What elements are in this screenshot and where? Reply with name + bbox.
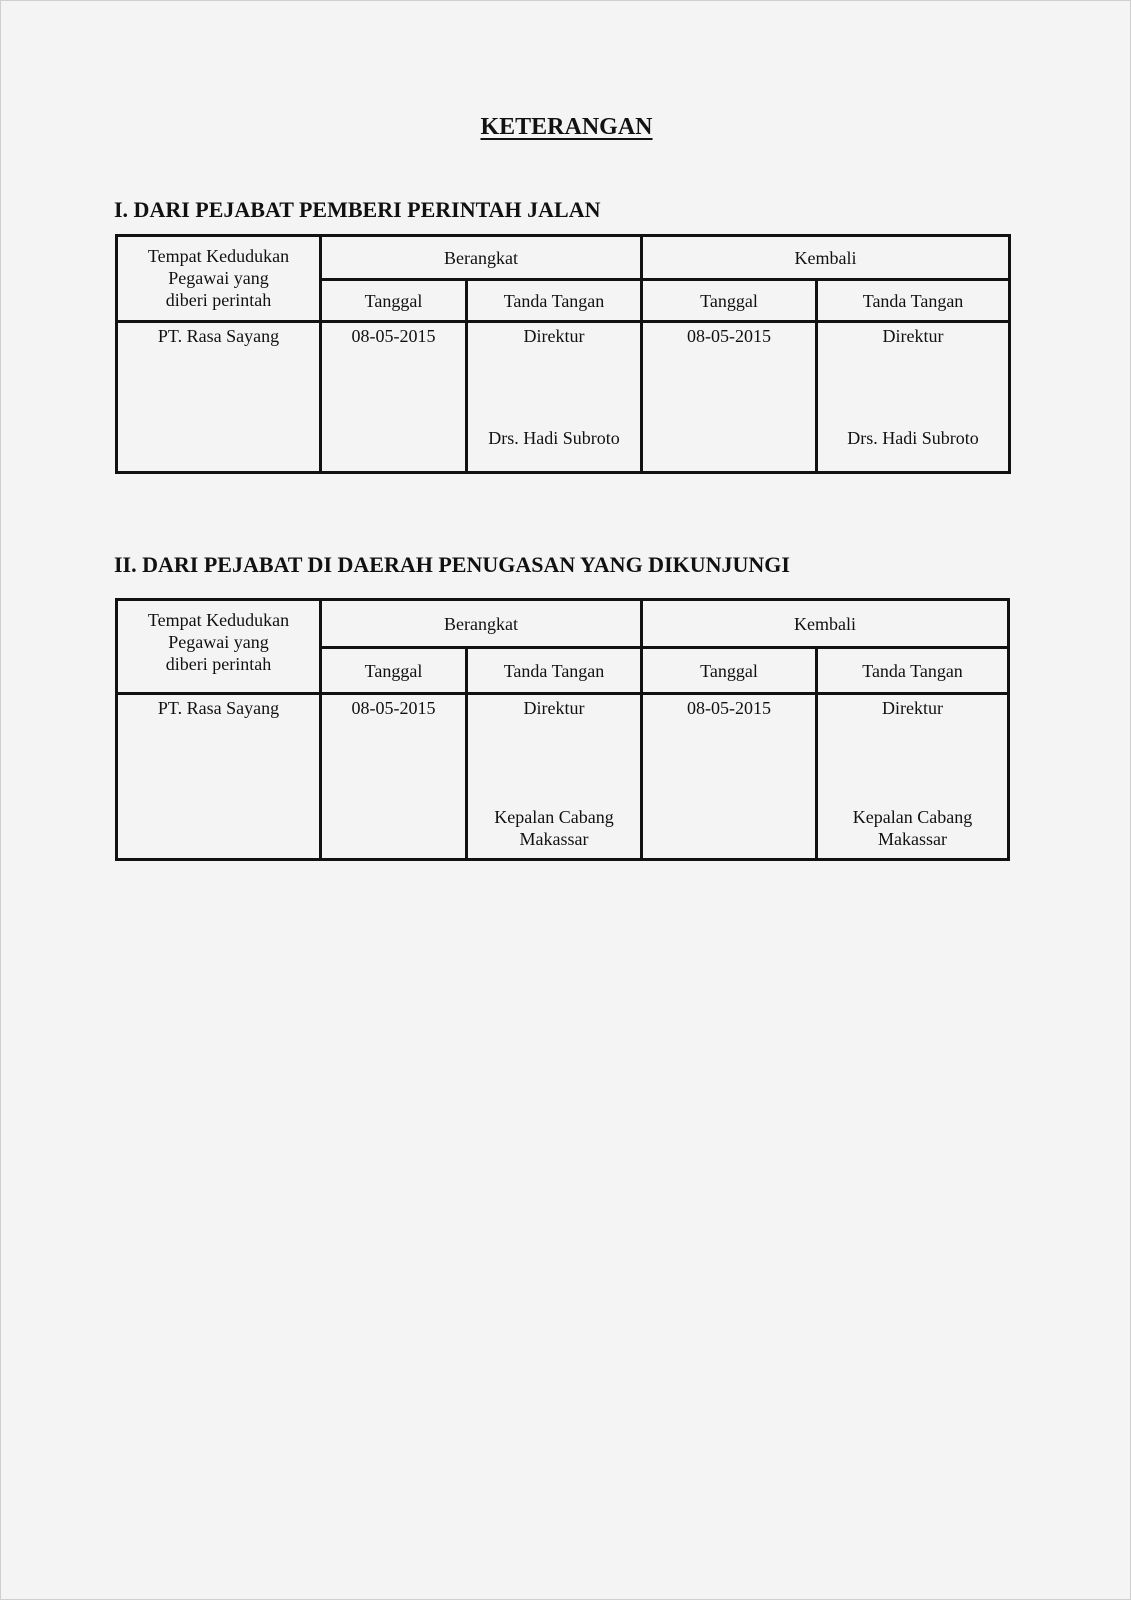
header-berangkat-tanda-tangan: Tanda Tangan [467, 648, 642, 694]
signer-title: Direktur [523, 326, 585, 346]
cell-berangkat-tanda-tangan [467, 694, 642, 860]
header-berangkat: Berangkat [321, 236, 642, 280]
header-kembali-tanggal: Tanggal [642, 648, 817, 694]
cell-berangkat-tanggal: 08-05-2015 [321, 322, 467, 473]
header-tempat-kedudukan: Tempat Kedudukan Pegawai yang diberi perintah [117, 600, 321, 694]
page-title: KETERANGAN [480, 114, 653, 140]
signer-name: Kepalan Cabang Makassar [494, 807, 614, 849]
header-berangkat-tanggal: Tanggal [321, 280, 467, 322]
header-berangkat-tanggal: Tanggal [321, 648, 467, 694]
signer-title: Direktur [882, 326, 944, 346]
header-kembali-tanda-tangan: Tanda Tangan [817, 648, 1009, 694]
table-header-row [117, 600, 1009, 648]
header-kembali: Kembali [642, 236, 1010, 280]
section-heading-2: II. DARI PEJABAT DI DAERAH PENUGASAN YANG DIKUNJUNGI [114, 552, 790, 577]
cell-kembali-tanda-tangan [817, 322, 1010, 473]
table-row [117, 322, 1010, 473]
cell-berangkat-tanda-tangan [467, 322, 642, 473]
cell-kembali-tanda-tangan [817, 694, 1009, 860]
section-heading-1: I. DARI PEJABAT PEMBERI PERINTAH JALAN [114, 197, 601, 222]
header-kembali: Kembali [642, 600, 1009, 648]
signer-name: Drs. Hadi Subroto [847, 428, 979, 448]
table-daerah-penugasan [115, 598, 1010, 861]
signer-title: Direktur [523, 698, 585, 718]
cell-tempat: PT. Rasa Sayang [117, 694, 321, 860]
cell-tempat: PT. Rasa Sayang [117, 322, 321, 473]
cell-kembali-tanggal: 08-05-2015 [642, 694, 817, 860]
cell-berangkat-tanggal: 08-05-2015 [321, 694, 467, 860]
header-kembali-tanda-tangan: Tanda Tangan [817, 280, 1010, 322]
header-berangkat-tanda-tangan: Tanda Tangan [467, 280, 642, 322]
header-kembali-tanggal: Tanggal [642, 280, 817, 322]
table-header-row [117, 236, 1010, 280]
header-berangkat: Berangkat [321, 600, 642, 648]
signer-name: Drs. Hadi Subroto [488, 428, 620, 448]
table-pemberi-perintah [115, 234, 1011, 474]
cell-kembali-tanggal: 08-05-2015 [642, 322, 817, 473]
header-tempat-kedudukan: Tempat Kedudukan Pegawai yang diberi perintah [117, 236, 321, 322]
signer-name: Kepalan Cabang Makassar [852, 807, 973, 849]
table-row [117, 694, 1009, 860]
signer-title: Direktur [882, 698, 943, 718]
